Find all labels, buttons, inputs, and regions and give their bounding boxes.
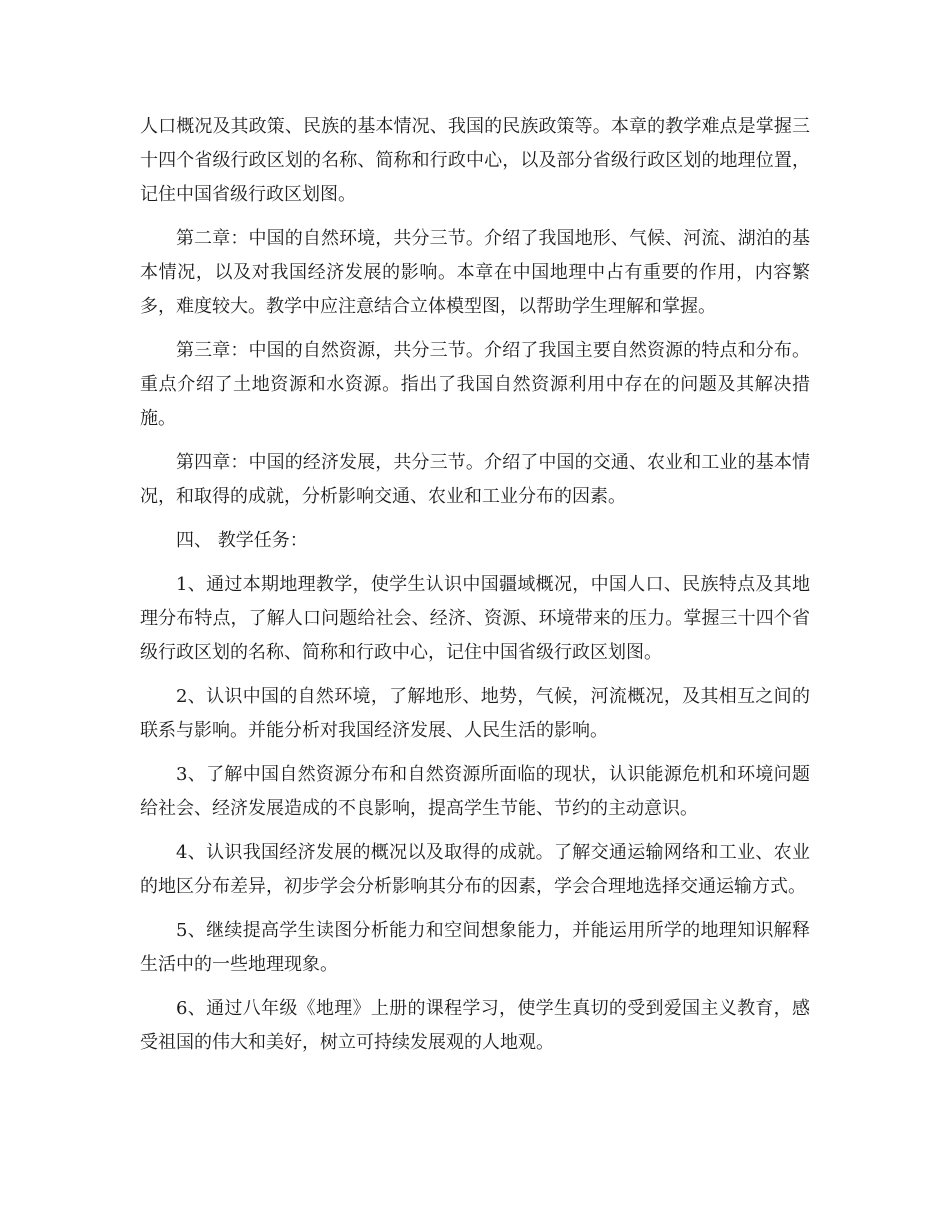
- task-item-3: 3、了解中国自然资源分布和自然资源所面临的现状，认识能源危机和环境问题给社会、经济发展造成的不良影响，提高学生节能、节约的主动意识。: [140, 764, 810, 819]
- document-body: [140, 110, 810, 1060]
- section-heading-teaching-tasks: 四、 教学任务：: [176, 530, 308, 551]
- task-item-5: 5、继续提高学生读图分析能力和空间想象能力，并能运用所学的地理知识解释生活中的一些地理现象。: [140, 920, 810, 975]
- task-item-4: 4、认识我国经济发展的概况以及取得的成就。了解交通运输网络和工业、农业的地区分布差异，初步学会分析影响其分布的因素，学会合理地选择交通运输方式。: [140, 842, 810, 897]
- paragraph-1: 人口概况及其政策、民族的基本情况、我国的民族政策等。本章的教学难点是掌握三十四个省级行政区划的名称、简称和行政中心，以及部分省级行政区划的地理位置，记住中国省级行政区划图。: [140, 116, 810, 205]
- task-item-2: 2、认识中国的自然环境，了解地形、地势，气候，河流概况，及其相互之间的联系与影响。并能分析对我国经济发展、人民生活的影响。: [140, 686, 810, 741]
- paragraph-2: 第二章：中国的自然环境，共分三节。介绍了我国地形、气候、河流、湖泊的基本情况，以及对我国经济发展的影响。本章在中国地理中占有重要的作用，内容繁多，难度较大。教学中应注意结合立体模型图，以帮助学生理解和掌握。: [140, 228, 810, 317]
- paragraph-4: 第四章：中国的经济发展，共分三节。介绍了中国的交通、农业和工业的基本情况，和取得的成就，分析影响交通、农业和工业分布的因素。: [140, 452, 810, 507]
- paragraph-3: 第三章：中国的自然资源，共分三节。介绍了我国主要自然资源的特点和分布。重点介绍了土地资源和水资源。指出了我国自然资源利用中存在的问题及其解决措施。: [140, 340, 810, 429]
- task-item-1: 1、通过本期地理教学，使学生认识中国疆域概况，中国人口、民族特点及其地理分布特点，了解人口问题给社会、经济、资源、环境带来的压力。掌握三十四个省级行政区划的名称、简称和行政中心，记住中国省级行政区划图。: [140, 574, 810, 663]
- task-item-6: 6、通过八年级《地理》上册的课程学习，使学生真切的受到爱国主义教育，感受祖国的伟大和美好，树立可持续发展观的人地观。: [140, 998, 810, 1053]
